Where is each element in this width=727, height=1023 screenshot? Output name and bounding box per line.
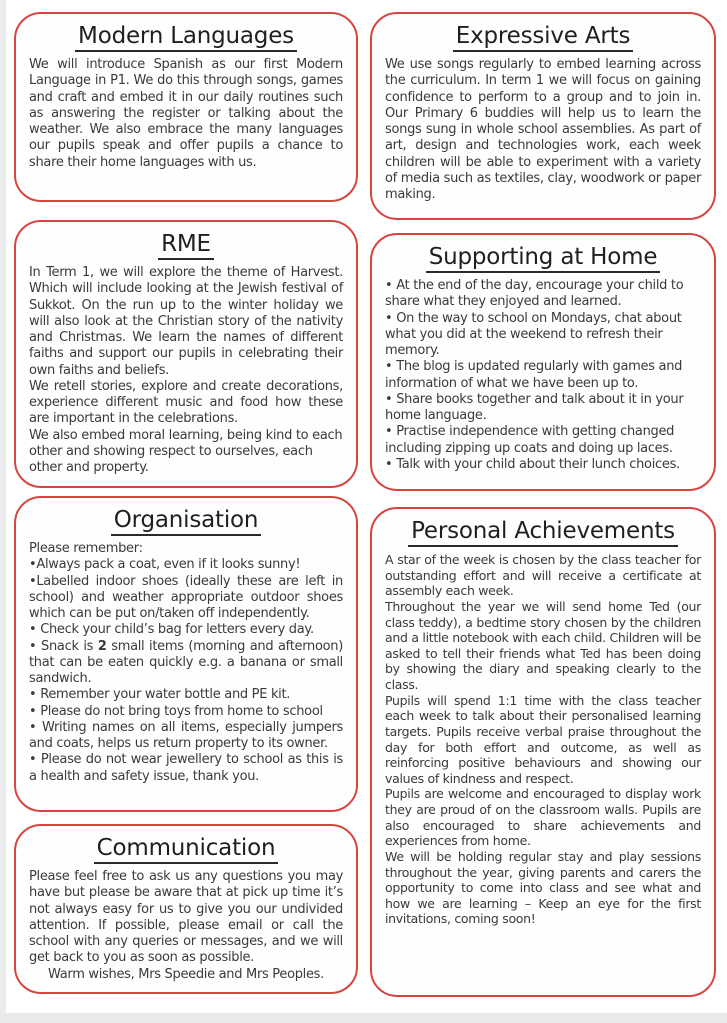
personal-achievements-paragraph: Throughout the year we will send home Ted (our class teddy), a bedtime story chosen by the children and a little notebook with each child. Children will be asked to tell their friends what Ted has been doing by showing the diary and speaking clearly to the class. [385, 598, 701, 692]
organisation-bullet: • Remember your water bottle and PE kit. [29, 687, 291, 703]
expressive-arts-title [385, 23, 701, 52]
personal-achievements-paragraph: We will be holding regular stay and play sessions throughout the year, giving parents and carers the opportunity to come into class and see what and how we are learning – Keep an eye for the first invitations, coming soon! [385, 848, 701, 927]
modern-languages-body: We will introduce Spanish as our first Modern Language in P1. We do this through songs, games and craft and embed it in our daily routines such as answering the register or talking about the weather. We also embrace the many languages our pupils speak and offer pupils a chance to share their home languages with us. [29, 57, 343, 170]
snack-text-suffix: small items (morning and afternoon) that can be eaten quickly e.g. a banana or small sandwich. [29, 638, 343, 686]
section-modern-languages [14, 12, 358, 202]
scan-edge-bottom [0, 1013, 727, 1023]
scan-edge-left [0, 0, 6, 1023]
supporting-bullet: • On the way to school on Mondays, chat about what you did at the weekend to refresh their memory. [385, 310, 682, 358]
section-personal-achievements [370, 507, 716, 997]
expressive-arts-title-text: Expressive Arts [453, 23, 633, 52]
organisation-bullet: • Check your child’s bag for letters every day. [29, 622, 314, 638]
supporting-bullet: • Share books together and talk about it in your home language. [385, 391, 684, 423]
personal-achievements-paragraph: Pupils will spend 1:1 time with the class teacher each week to talk about their personalised learning targets. Pupils receive verbal praise throughout the day for both effort and outcome, as well as reinforcing positive behaviours and showing our values of kindness and respect. [385, 692, 701, 786]
supporting-bullet: • The blog is updated regularly with games and information of what we have been up to. [385, 359, 683, 391]
organisation-bullet: • Please do not bring toys from home to school [29, 703, 323, 719]
left-column [14, 0, 358, 997]
section-communication [14, 824, 358, 994]
supporting-at-home-title [385, 244, 701, 273]
communication-title [29, 835, 343, 864]
personal-achievements-title [385, 518, 701, 547]
section-supporting-at-home [370, 233, 716, 491]
supporting-at-home-title-text: Supporting at Home [426, 244, 661, 273]
rme-paragraph: We retell stories, explore and create decorations, experience different music and food how these are important in the celebrations. [29, 378, 343, 427]
organisation-title-text: Organisation [111, 507, 262, 536]
rme-title-text: RME [158, 231, 214, 260]
rme-paragraph: In Term 1, we will explore the theme of Harvest. Which will include looking at the Jewish festival of Sukkot. On the run up to the winter holiday we will also look at the Christian story of the nativity and Christmas. We learn the names of different faiths and support our pupils in celebrating their own faiths and beliefs. [29, 265, 343, 378]
modern-languages-title-text: Modern Languages [75, 23, 297, 52]
personal-achievements-paragraph: Pupils are welcome and encouraged to display work they are proud of on the classroom walls. Pupils are also encouraged to share achievements and experiences from home. [385, 786, 701, 849]
communication-title-text: Communication [94, 835, 279, 864]
organisation-bullet: • Writing names on all items, especially jumpers and coats, helps us return property to its owner. [29, 719, 343, 751]
organisation-bullet: • Please do not wear jewellery to school as this is a health and safety issue, thank you. [29, 752, 343, 784]
organisation-bullet-snack [29, 639, 343, 688]
snack-text-prefix: • Snack is [29, 638, 98, 654]
newsletter-page [14, 0, 716, 997]
modern-languages-title [29, 23, 343, 52]
organisation-title [29, 507, 343, 536]
personal-achievements-paragraph: A star of the week is chosen by the class teacher for outstanding effort and will receive a certificate at assembly each week. [385, 552, 701, 599]
communication-signoff: Warm wishes, Mrs Speedie and Mrs Peoples. [47, 966, 324, 982]
organisation-bullet: •Labelled indoor shoes (ideally these are left in school) and weather appropriate outdoor shoes which can be put on/taken off independently. [29, 573, 343, 621]
supporting-bullet: • Practise independence with getting changed including zipping up coats and doing up laces. [385, 424, 675, 456]
expressive-arts-body: We use songs regularly to embed learning across the curriculum. In term 1 we will focus on gaining confidence to perform to a group and to join in. Our Primary 6 buddies will help us to learn the songs sung in whole school assemblies. As part of art, design and technologies work, each week children will be able to experiment with a variety of media such as textiles, clay, woodwork or paper making. [385, 57, 701, 202]
rme-title [29, 231, 343, 260]
rme-paragraph: We also embed moral learning, being kind to each other and showing respect to ourselves, each other and property. [29, 427, 343, 475]
personal-achievements-title-text: Personal Achievements [408, 518, 678, 547]
section-organisation [14, 496, 358, 812]
organisation-intro: Please remember: [29, 541, 143, 556]
organisation-bullet: •Always pack a coat, even if it looks sunny! [29, 557, 301, 573]
snack-count: 2 [97, 638, 107, 654]
supporting-bullet: • At the end of the day, encourage your child to share what they enjoyed and learned. [385, 278, 684, 310]
right-column [370, 0, 716, 997]
communication-body: Please feel free to ask us any questions you may have but please be aware that at pick up time it’s not always easy for us to give you our undivided attention. If possible, please email or call the school with any queries or messages, and we will get back to you as soon as possible. [29, 869, 343, 966]
supporting-bullet: • Talk with your child about their lunch choices. [385, 456, 680, 472]
section-expressive-arts [370, 12, 716, 220]
section-rme [14, 220, 358, 488]
